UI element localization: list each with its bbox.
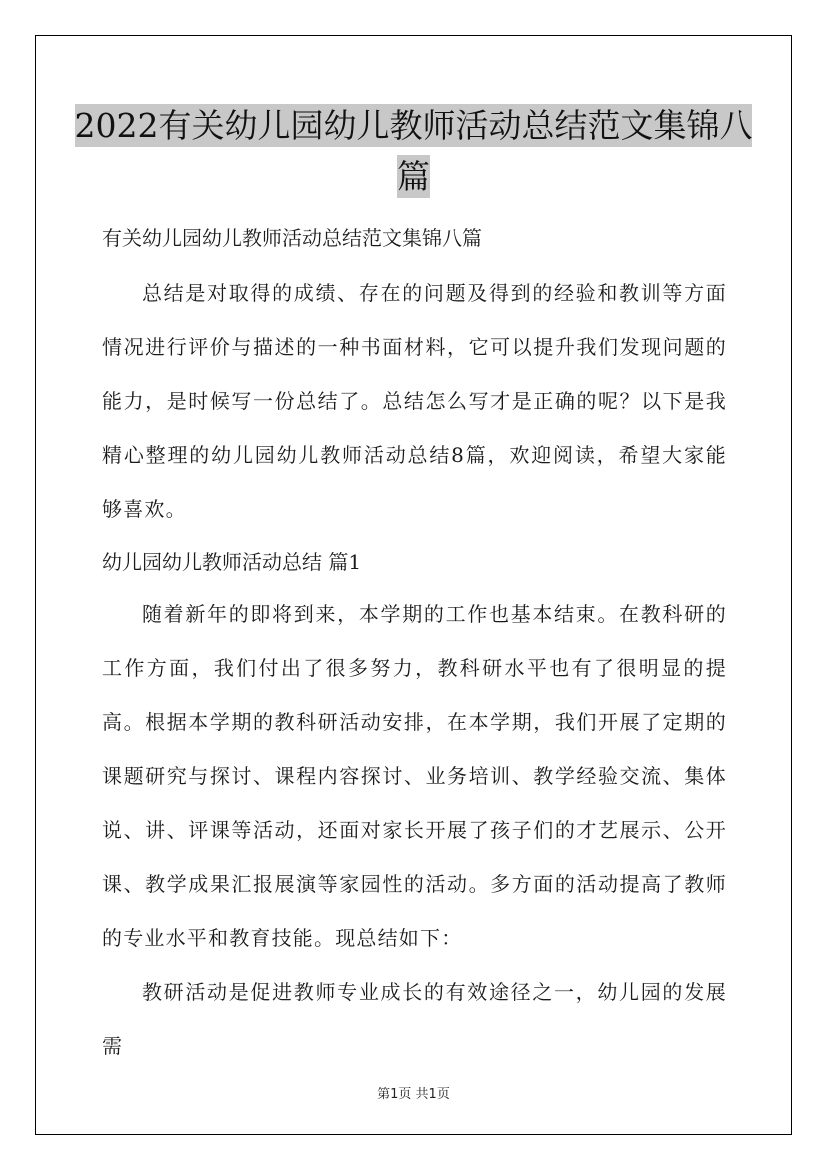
intro-section xyxy=(102,266,727,536)
intro-paragraph: 总结是对取得的成绩、存在的问题及得到的经验和教训等方面情况进行评价与描述的一种书面材料，它可以提升我们发现问题的能力，是时候写一份总结了。总结怎么写才是正确的呢？以下是我精心整理的幼儿园幼儿教师活动总结8篇，欢迎阅读，希望大家能够喜欢。 xyxy=(102,281,727,521)
title-line-1: 2022有关幼儿园幼儿教师活动总结范文集锦八 xyxy=(74,106,753,145)
section-paragraph-2: 教研活动是促进教师专业成长的有效途径之一，幼儿园的发展需 xyxy=(102,980,727,1058)
document-subtitle: 有关幼儿园幼儿教师活动总结范文集锦八篇 xyxy=(102,226,482,250)
section-body xyxy=(102,587,727,1073)
document-title xyxy=(60,100,767,202)
section-paragraph-1: 随着新年的即将到来，本学期的工作也基本结束。在教科研的工作方面，我们付出了很多努力，教科研水平也有了很明显的提高。根据本学期的教科研活动安排，在本学期，我们开展了定期的课题研究与探讨、课程内容探讨、业务培训、教学经验交流、集体说、讲、评课等活动，还面对家长开展了孩子们的才艺展示、公开课、教学成果汇报展演等家园性的活动。多方面的活动提高了教师的专业水平和教育技能。现总结如下： xyxy=(102,602,727,950)
title-line-2: 篇 xyxy=(397,157,430,196)
section-heading: 幼儿园幼儿教师活动总结 篇1 xyxy=(102,550,362,574)
page-footer: 第1页 共1页 xyxy=(377,1087,450,1102)
